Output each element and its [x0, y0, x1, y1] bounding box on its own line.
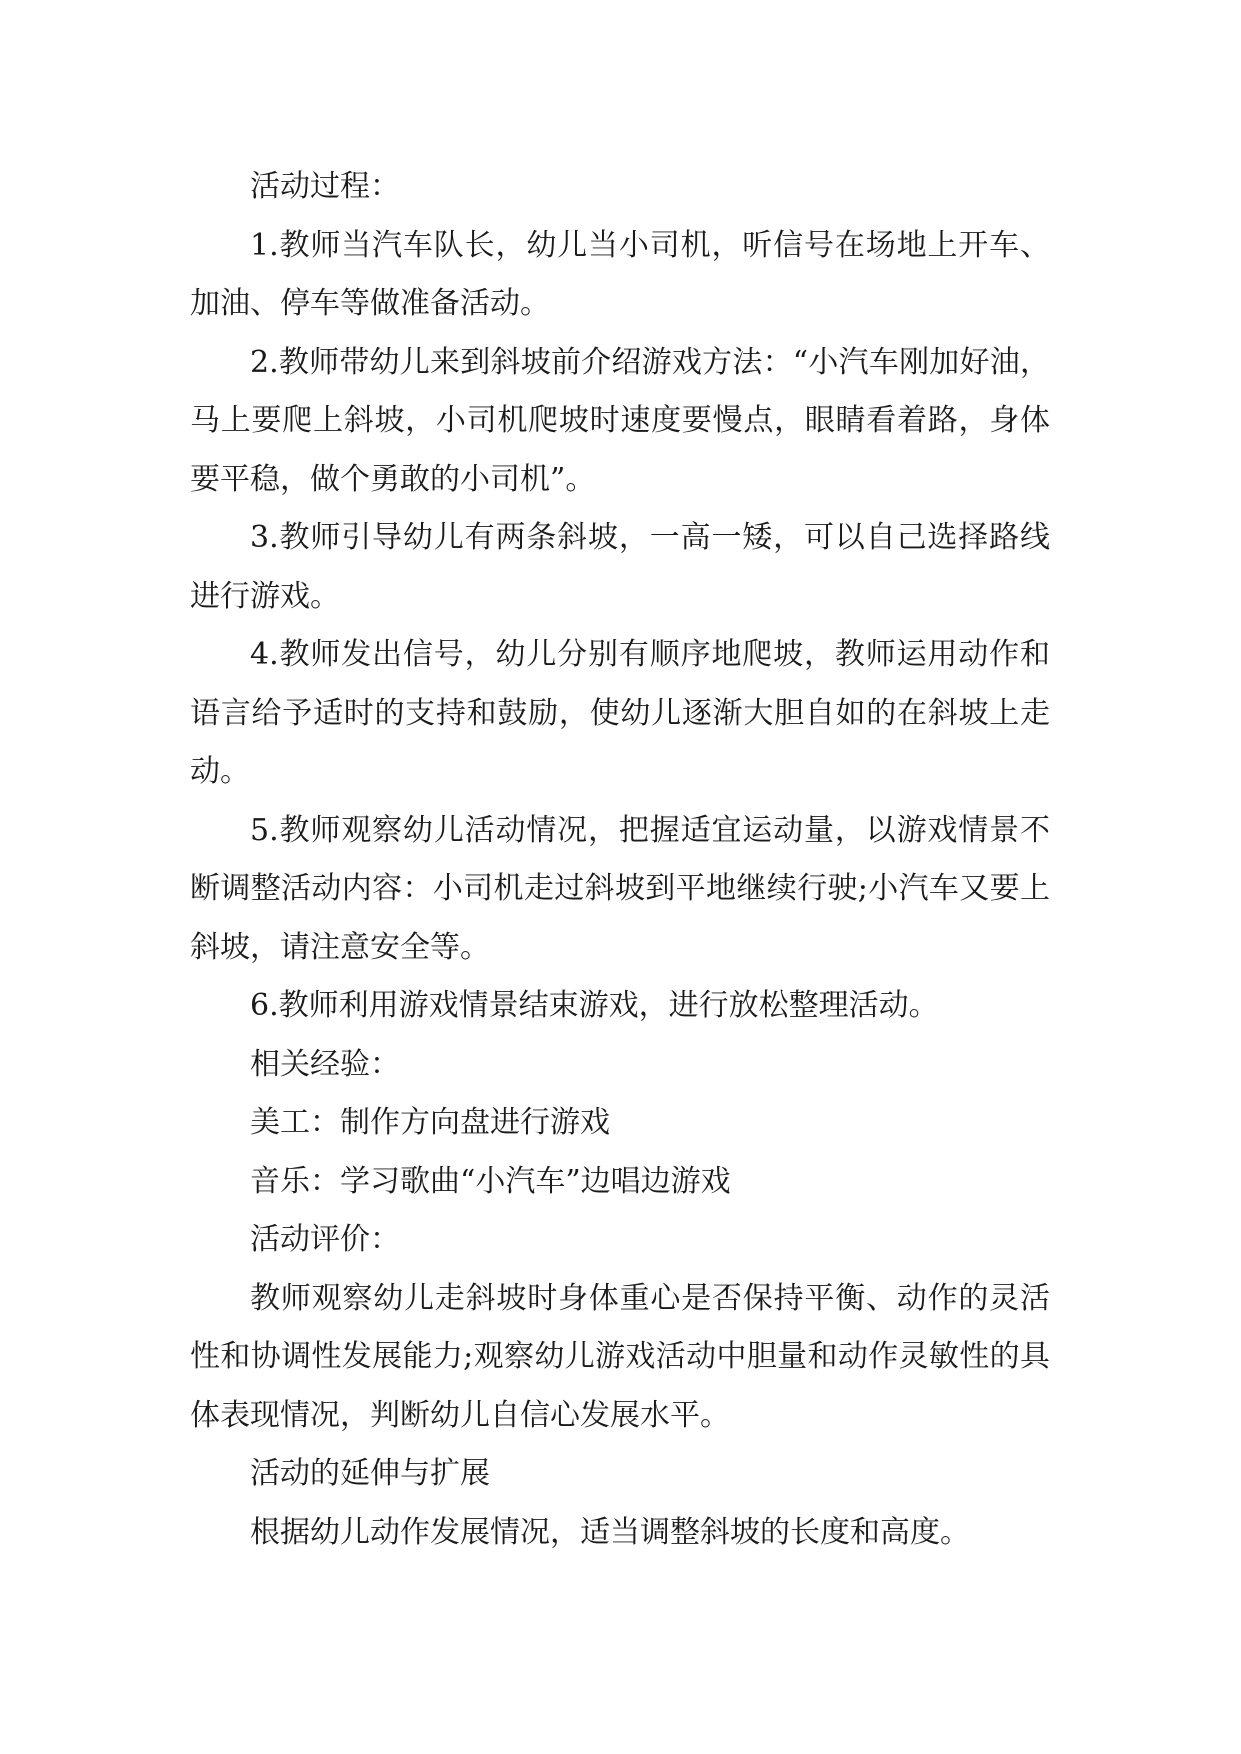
art-experience-line: 美工：制作方向盘进行游戏 — [250, 1105, 610, 1140]
section-heading-extension: 活动的延伸与扩展 — [250, 1456, 490, 1491]
step-1-paragraph: 1.教师当汽车队长，幼儿当小司机，听信号在场地上开车、加油、停车等做准备活动。 — [190, 227, 1050, 321]
step-4-paragraph: 4.教师发出信号，幼儿分别有顺序地爬坡，教师运用动作和语言给予适时的支持和鼓励，使幼儿逐渐大胆自如的在斜坡上走动。 — [190, 637, 1050, 789]
music-experience-line: 音乐：学习歌曲“小汽车”边唱边游戏 — [250, 1163, 731, 1199]
step-6-paragraph: 6.教师利用游戏情景结束游戏，进行放松整理活动。 — [250, 988, 939, 1023]
step-3-paragraph: 3.教师引导幼儿有两条斜坡，一高一矮，可以自己选择路线进行游戏。 — [190, 520, 1050, 614]
step-5-paragraph: 5.教师观察幼儿活动情况，把握适宜运动量，以游戏情景不断调整活动内容：小司机走过斜坡到平地继续行驶;小汽车又要上斜坡，请注意安全等。 — [190, 812, 1050, 965]
section-heading-evaluation: 活动评价： — [250, 1222, 400, 1257]
extension-paragraph: 根据幼儿动作发展情况，适当调整斜坡的长度和高度。 — [250, 1514, 970, 1550]
section-heading-related-experience: 相关经验： — [250, 1046, 400, 1082]
step-2-paragraph: 2.教师带幼儿来到斜坡前介绍游戏方法：“小汽车刚加好油，马上要爬上斜坡，小司机爬坡时速度要慢点，眼睛看着路，身体要平稳，做个勇敢的小司机”。 — [190, 344, 1050, 497]
section-heading-activity-process: 活动过程： — [250, 169, 400, 204]
document-body — [190, 158, 1050, 1562]
evaluation-paragraph: 教师观察幼儿走斜坡时身体重心是否保持平衡、动作的灵活性和协调性发展能力;观察幼儿游戏活动中胆量和动作灵敏性的具体表现情况，判断幼儿自信心发展水平。 — [190, 1280, 1050, 1433]
